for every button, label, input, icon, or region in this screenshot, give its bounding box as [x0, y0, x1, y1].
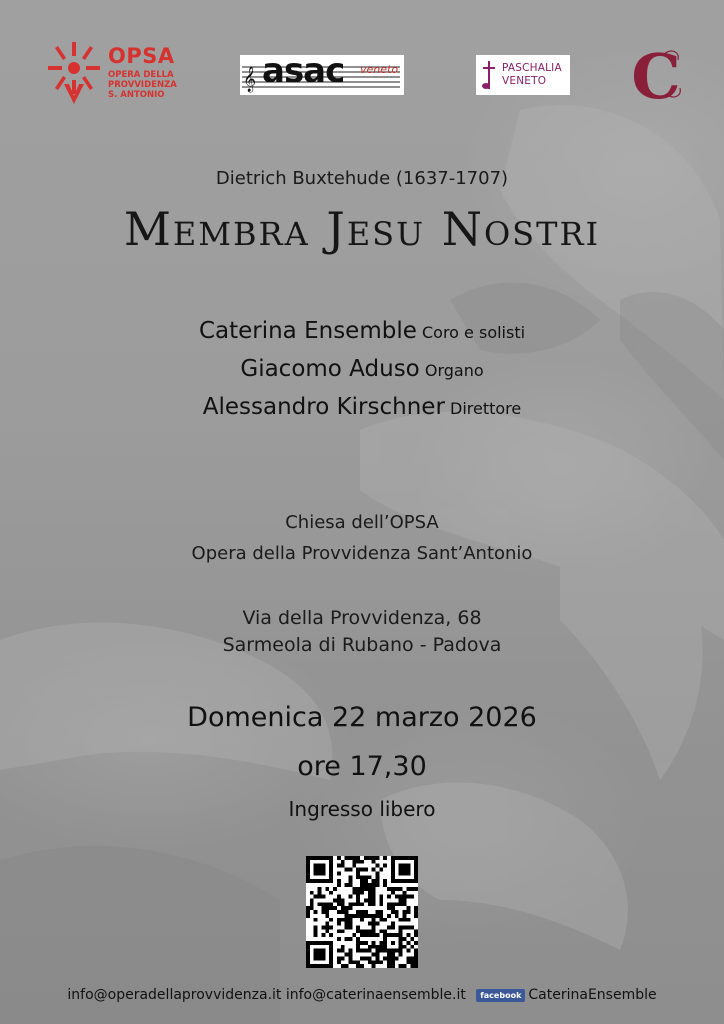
- asac-logo-subtitle: veneto: [360, 63, 399, 76]
- performer-role: Coro e solisti: [421, 323, 526, 342]
- caterina-logo-letter: C: [631, 40, 681, 108]
- opsa-logo-subtitle: [108, 70, 208, 100]
- cross-note-icon: [480, 59, 498, 91]
- performer-line: [0, 356, 724, 382]
- performer-role: Organo: [424, 361, 484, 380]
- venue-street-address: Via della Provvidenza, 68: [242, 607, 482, 629]
- opsa-logo-name: OPSA: [108, 44, 175, 68]
- facebook-icon: facebook: [476, 989, 525, 1002]
- concert-time: ore 17,30: [297, 751, 427, 782]
- concert-date: Domenica 22 marzo 2026: [187, 702, 537, 733]
- opsa-subtitle-line: S. ANTONIO: [108, 90, 165, 100]
- opsa-sunburst-icon: [46, 40, 102, 104]
- performer-line: [0, 394, 724, 420]
- venue-name: Chiesa dell’OPSA: [285, 512, 439, 533]
- qr-code[interactable]: [306, 856, 418, 968]
- admission-info: Ingresso libero: [288, 797, 436, 821]
- performer-line: [0, 318, 724, 344]
- performer-name: Giacomo Aduso: [240, 356, 420, 382]
- contact-footer: [0, 987, 724, 1003]
- email-caterina-link[interactable]: info@caterinaensemble.it: [285, 987, 466, 1003]
- svg-text:𝄞: 𝄞: [243, 67, 257, 92]
- performer-role: Direttore: [450, 399, 522, 418]
- email-opsa-link[interactable]: info@operadellaprovvidenza.it: [67, 987, 282, 1003]
- caterina-ornate-c-logo: [624, 40, 688, 108]
- paschalia-logo-line-1: PASCHALIA: [502, 62, 562, 74]
- asac-logo: [240, 51, 404, 95]
- asac-logo-word: asac: [262, 51, 345, 91]
- opsa-subtitle-line: OPERA DELLA: [108, 70, 174, 80]
- facebook-handle-link[interactable]: CaterinaEnsemble: [528, 987, 657, 1003]
- paschalia-logo: [476, 55, 570, 95]
- paschalia-logo-line-2: VENETO: [502, 75, 547, 87]
- performer-name: Caterina Ensemble: [198, 318, 417, 344]
- venue-organization: Opera della Provvidenza Sant’Antonio: [191, 543, 533, 564]
- composer-line: Dietrich Buxtehude (1637-1707): [215, 168, 509, 189]
- opsa-logo: [46, 40, 196, 108]
- opsa-subtitle-line: PROVVIDENZA: [108, 80, 177, 90]
- performer-name: Alessandro Kirschner: [202, 394, 445, 420]
- concert-title: Membra Jesu Nostri: [123, 202, 601, 256]
- venue-city: Sarmeola di Rubano - Padova: [222, 634, 502, 656]
